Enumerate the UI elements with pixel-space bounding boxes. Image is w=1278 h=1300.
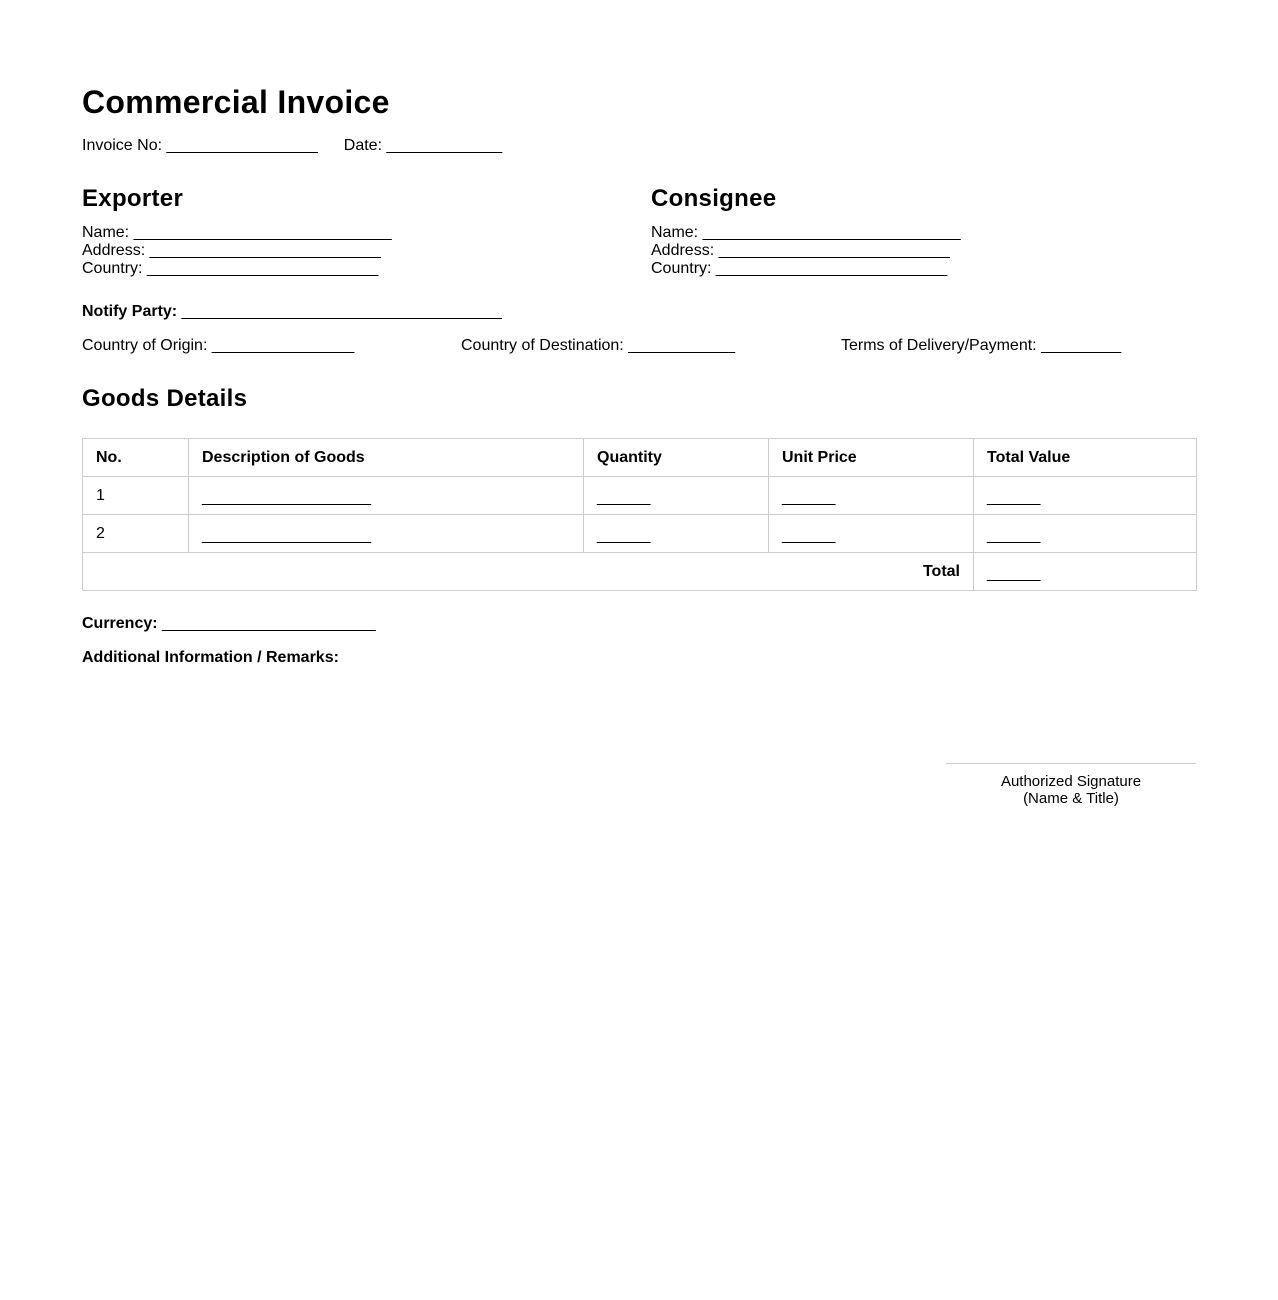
destination-group [461, 337, 735, 355]
consignee-name-label: Name: [651, 224, 699, 241]
notify-party-row [82, 303, 502, 321]
consignee-heading: Consignee [651, 185, 777, 212]
currency-field[interactable]: ________________________ [162, 615, 376, 632]
grand-total-field[interactable]: ______ [987, 564, 1041, 582]
consignee-country-label: Country: [651, 260, 712, 277]
quantity-field[interactable]: ______ [597, 526, 651, 544]
exporter-address-row [82, 242, 392, 260]
consignee-section [651, 186, 961, 278]
table-row [83, 477, 1197, 515]
exporter-section [82, 186, 392, 278]
table-header-row [83, 439, 1197, 477]
origin-group [82, 337, 354, 355]
invoice-meta [82, 137, 502, 155]
terms-group [841, 337, 1121, 355]
table-row [83, 515, 1197, 553]
invoice-no-field[interactable]: _________________ [166, 137, 318, 154]
exporter-name-label: Name: [82, 224, 130, 241]
date-field[interactable]: _____________ [386, 137, 503, 154]
currency-label: Currency: [82, 615, 158, 632]
destination-label: Country of Destination: [461, 337, 624, 354]
origin-label: Country of Origin: [82, 337, 208, 354]
column-header-unit-price: Unit Price [769, 439, 974, 477]
exporter-address-field[interactable]: __________________________ [149, 242, 381, 259]
consignee-name-row [651, 224, 961, 242]
signature-line1: Authorized Signature [1000, 773, 1142, 790]
invoice-no-label: Invoice No: [82, 137, 163, 154]
exporter-heading: Exporter [82, 185, 184, 212]
unit-price-field[interactable]: ______ [782, 526, 836, 544]
description-field[interactable]: ___________________ [202, 526, 372, 544]
column-header-no: No. [83, 439, 189, 477]
column-header-total-value: Total Value [974, 439, 1197, 477]
signature-line2: (Name & Title) [1023, 790, 1119, 807]
notify-party-label: Notify Party: [82, 303, 178, 320]
column-header-description: Description of Goods [189, 439, 584, 477]
row-number: 2 [83, 515, 189, 553]
unit-price-field[interactable]: ______ [782, 488, 836, 506]
total-value-field[interactable]: ______ [987, 526, 1041, 544]
signature-block [946, 763, 1196, 807]
notify-party-field[interactable]: ____________________________________ [181, 303, 502, 320]
consignee-name-field[interactable]: _____________________________ [702, 224, 961, 241]
date-label: Date: [343, 137, 383, 154]
remarks-label: Additional Information / Remarks: [82, 649, 339, 666]
goods-table [82, 438, 1197, 591]
quantity-field[interactable]: ______ [597, 488, 651, 506]
consignee-country-row [651, 260, 961, 278]
total-value-field[interactable]: ______ [987, 488, 1041, 506]
column-header-quantity: Quantity [584, 439, 769, 477]
row-number: 1 [83, 477, 189, 515]
shipping-row [82, 337, 1196, 427]
consignee-country-field[interactable]: __________________________ [715, 260, 948, 277]
consignee-address-row [651, 242, 961, 260]
currency-row [82, 615, 376, 633]
terms-label: Terms of Delivery/Payment: [841, 337, 1037, 354]
total-row [83, 553, 1197, 591]
page-title: Commercial Invoice [82, 84, 390, 120]
goods-heading: Goods Details [82, 385, 248, 412]
exporter-country-row [82, 260, 392, 278]
exporter-country-label: Country: [82, 260, 143, 277]
exporter-name-row [82, 224, 392, 242]
description-field[interactable]: ___________________ [202, 488, 372, 506]
origin-field[interactable]: ________________ [211, 337, 355, 354]
exporter-name-field[interactable]: _____________________________ [133, 224, 392, 241]
consignee-address-field[interactable]: __________________________ [718, 242, 950, 259]
total-label: Total [83, 553, 974, 591]
terms-field[interactable]: _________ [1041, 337, 1122, 354]
exporter-address-label: Address: [82, 242, 146, 259]
destination-field[interactable]: ____________ [628, 337, 735, 354]
exporter-country-field[interactable]: __________________________ [146, 260, 379, 277]
consignee-address-label: Address: [651, 242, 715, 259]
